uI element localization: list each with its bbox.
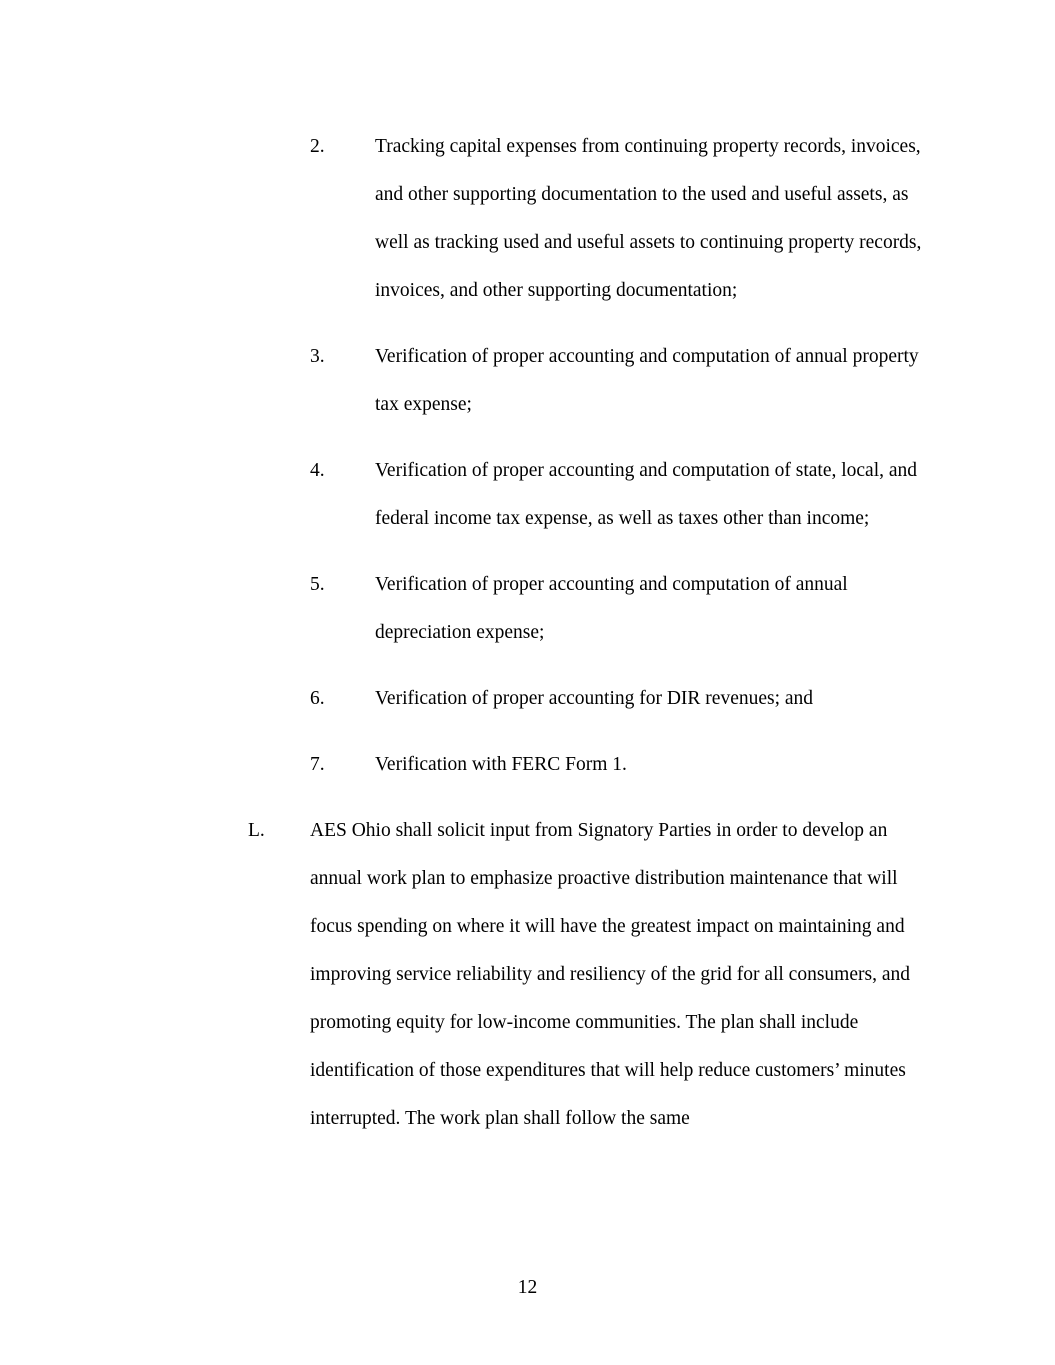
paragraph-L-text: AES Ohio shall solicit input from Signatory Parties in order to develop an annual work plan to emphasize proactive distribution maintenance that will focus spending on where it will have the greatest impact on maintaining and improving service reliability and resiliency of the grid for all consumers, and promoting equity for low-income communities. The plan shall include identification of those expenditures that will help reduce customers’ minutes interrupted. The work plan shall follow the same [310, 820, 910, 1129]
paragraph-L-marker: L. [248, 820, 265, 841]
list-item-text: Verification of proper accounting and computation of annual depreciation expense; [375, 574, 848, 643]
list-item [0, 741, 1055, 789]
list-item-marker: 6. [310, 688, 325, 709]
list-item-text: Tracking capital expenses from continuing property records, invoices, and other supporting documentation to the used and useful assets, as well as tracking used and useful assets to continuing property records, invoices, and other supporting documentation; [375, 136, 922, 301]
list-item-marker: 2. [310, 136, 325, 157]
list-item-marker: 4. [310, 460, 325, 481]
paragraph-L [0, 807, 1055, 1143]
list-item [0, 333, 1055, 429]
list-item-marker: 5. [310, 574, 325, 595]
list-item-marker: 3. [310, 346, 325, 367]
list-item [0, 561, 1055, 657]
list-item-text: Verification with FERC Form 1. [375, 754, 627, 775]
list-item [0, 123, 1055, 315]
list-item [0, 675, 1055, 723]
list-item-marker: 7. [310, 754, 325, 775]
list-item-text: Verification of proper accounting and computation of state, local, and federal income tax expense, as well as taxes other than income; [375, 460, 918, 529]
list-item-text: Verification of proper accounting and computation of annual property tax expense; [375, 346, 919, 415]
numbered-list [0, 123, 1055, 789]
list-item-text: Verification of proper accounting for DIR revenues; and [375, 688, 814, 709]
list-item [0, 447, 1055, 543]
page-number: 12 [517, 1277, 538, 1298]
